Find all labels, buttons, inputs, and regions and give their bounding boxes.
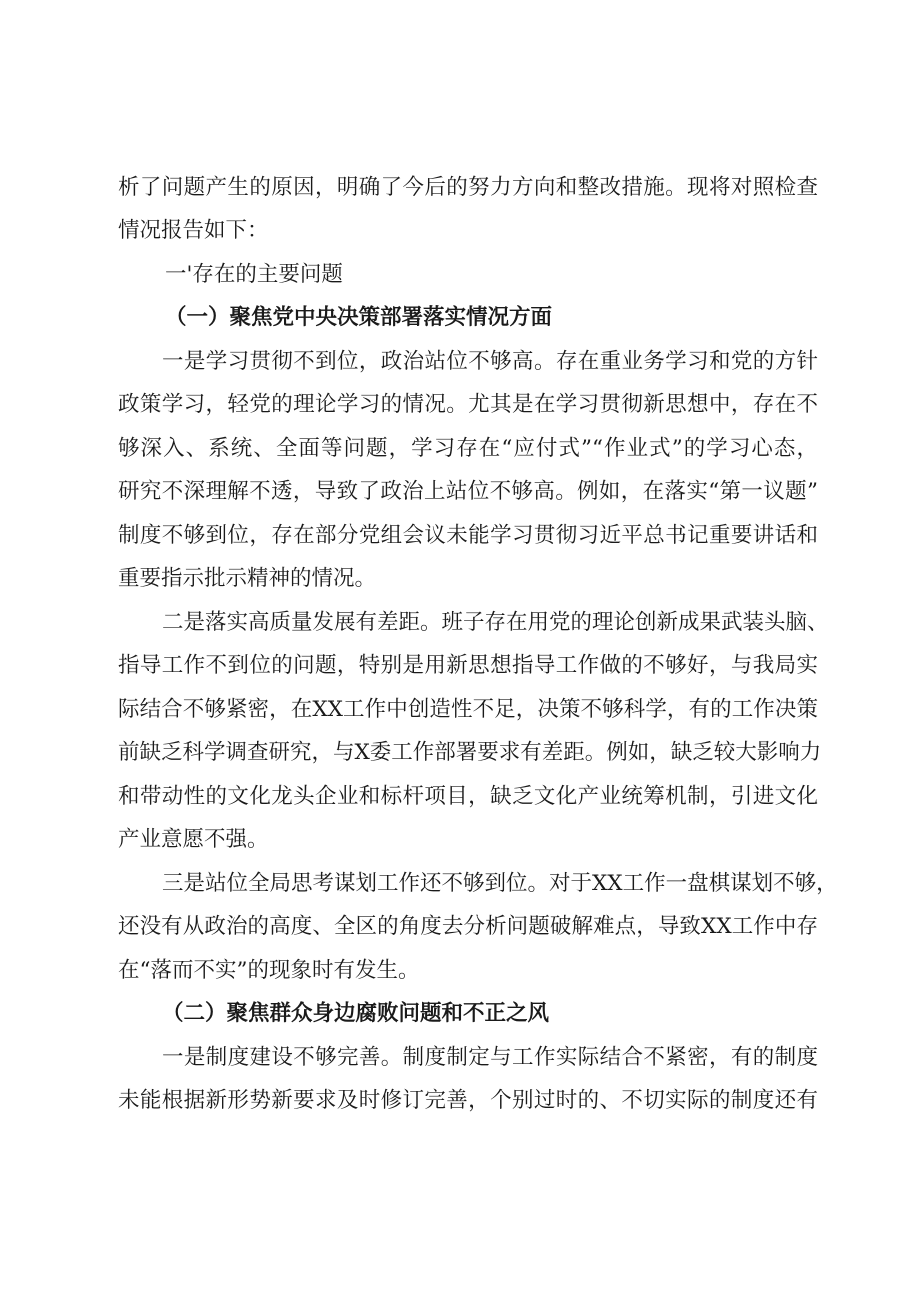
p1-line-4: 研究不深理解不透，导致了政治上站位不够高。例如，在落实“第一议题”: [118, 479, 818, 504]
p2-line-6: 产业意愿不强。: [118, 827, 269, 852]
p3-line-2: 还没有从政治的高度、全区的角度去分析问题破解难点，导致XX工作中存: [118, 914, 818, 939]
p3-line-3: 在“落而不实”的现象时有发生。: [118, 958, 420, 983]
p1-line-1: 一是学习贯彻不到位，政治站位不够高。存在重业务学习和党的方针: [162, 349, 818, 374]
p1-line-3: 够深入、系统、全面等问题，学习存在“应付式”“作业式”的学习心态，: [118, 436, 818, 461]
p4-line-2: 未能根据新形势新要求及时修订完善，个别过时的、不切实际的制度还有: [118, 1088, 818, 1113]
p2-line-3: 际结合不够紧密，在XX工作中创造性不足，决策不够科学，有的工作决策: [118, 697, 818, 722]
p2-line-1: 二是落实高质量发展有差距。班子存在用党的理论创新成果武装头脑、: [162, 610, 829, 635]
section-1-title: 一'存在的主要问题: [165, 262, 343, 287]
subsection-1-title: （一）聚焦党中央决策部署落实情况方面: [165, 305, 553, 330]
subsection-2-title: （二）聚焦群众身边腐败问题和不正之风: [162, 1001, 550, 1026]
p2-line-4: 前缺乏科学调查研究，与X委工作部署要求有差距。例如，缺乏较大影响力: [118, 740, 822, 765]
intro-line-2: 情况报告如下：: [118, 218, 269, 243]
intro-line-1: 析了问题产生的原因，明确了今后的努力方向和整改措施。现将对照检查: [118, 175, 818, 200]
p1-line-6: 重要指示批示精神的情况。: [118, 566, 377, 591]
p3-line-1: 三是站位全局思考谋划工作还不够到位。对于XX工作一盘棋谋划不够，: [162, 871, 838, 896]
p1-line-5: 制度不够到位，存在部分党组会议未能学习贯彻习近平总书记重要讲话和: [118, 523, 818, 548]
p2-line-2: 指导工作不到位的问题，特别是用新思想指导工作做的不够好，与我局实: [118, 653, 818, 678]
p4-line-1: 一是制度建设不够完善。制度制定与工作实际结合不紧密，有的制度: [162, 1045, 818, 1070]
p1-line-2: 政策学习，轻党的理论学习的情况。尤其是在学习贯彻新思想中，存在不: [118, 392, 818, 417]
p2-line-5: 和带动性的文化龙头企业和标杆项目，缺乏文化产业统筹机制，引进文化: [118, 784, 818, 809]
